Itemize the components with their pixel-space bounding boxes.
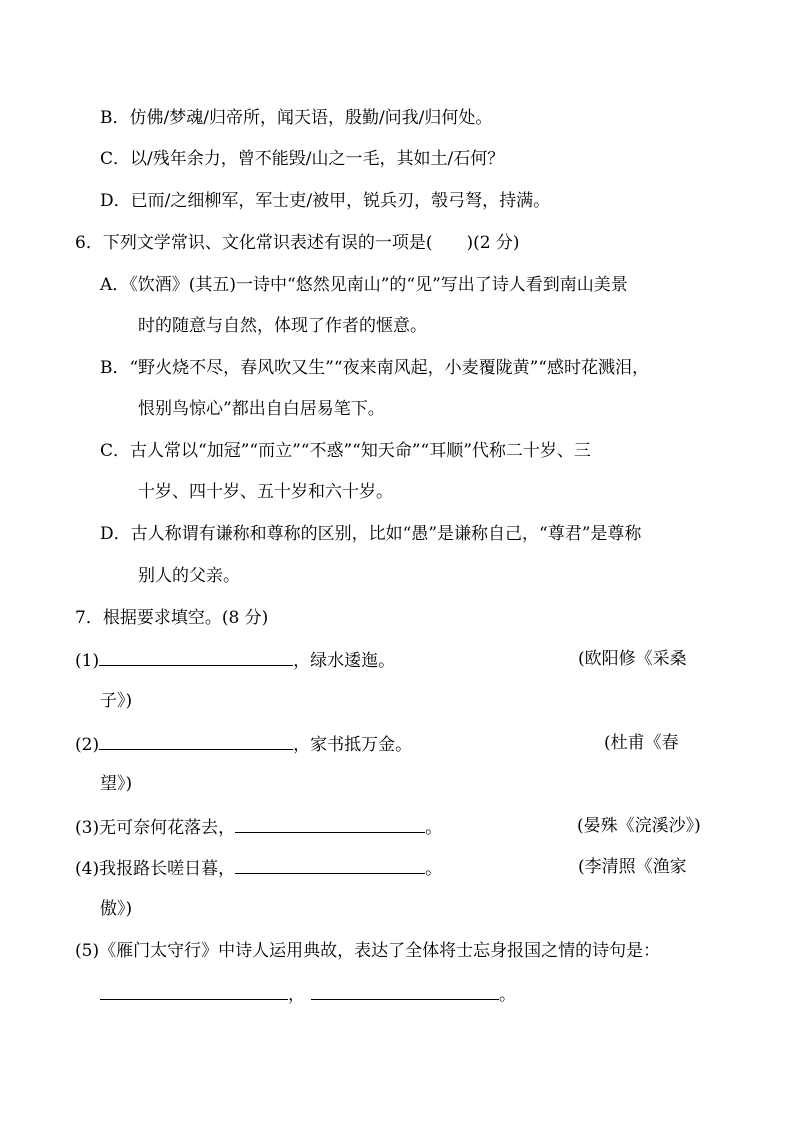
item-number: (1) (75, 651, 100, 671)
option-b: B．仿佛/梦魂/归帝所，闻天语，殷勤/问我/归何处。 (100, 108, 493, 128)
fill-item-5-stem: (5)《雁门太守行》中诗人运用典故，表达了全体将士忘身报国之情的诗句是： (75, 941, 661, 961)
answer-blank[interactable] (311, 981, 499, 1000)
item-number: (2) (75, 735, 100, 755)
answer-blank[interactable] (99, 647, 293, 666)
option-b-line-2: 恨别鸟惊心”都出自白居易笔下。 (138, 399, 385, 419)
item-sep: ， (288, 985, 305, 1005)
question-7-stem: 7．根据要求填空。(8 分) (75, 608, 269, 628)
source-label: (欧阳修《采桑 (578, 649, 687, 669)
fill-item-3 (75, 814, 442, 840)
answer-blank[interactable] (235, 814, 425, 833)
fill-item-1 (75, 647, 395, 673)
fill-item-2 (75, 731, 412, 757)
option-d: D．已而/之细柳军，军士吏/被甲，锐兵刃，彀弓弩，持满。 (100, 191, 551, 211)
source-label-cont: 望》) (100, 774, 133, 794)
option-d-line-2: 别人的父亲。 (138, 566, 240, 586)
option-c-line-2: 十岁、四十岁、五十岁和六十岁。 (138, 482, 393, 502)
source-label-cont: 子》) (100, 691, 133, 711)
answer-blank[interactable] (99, 731, 293, 750)
option-c-line-1: C．古人常以“加冠”“而立”“不惑”“知天命”“耳顺”代称二十岁、三 (100, 441, 591, 461)
item-text: ，绿水逶迤。 (293, 651, 396, 671)
item-text: ，家书抵万金。 (293, 735, 413, 755)
source-label: (晏殊《浣溪沙》) (577, 816, 701, 836)
source-label-cont: 傲》) (100, 899, 133, 919)
question-6-stem: 6．下列文学常识、文化常识表述有误的一项是( )(2 分) (75, 233, 520, 253)
answer-blank[interactable] (100, 981, 288, 1000)
answer-blank[interactable] (235, 855, 425, 874)
option-b-line-1: B．“野火烧不尽，春风吹又生”“夜来南风起，小麦覆陇黄”“感时花溅泪， (100, 358, 649, 378)
item-text: (4)我报路长嗟日暮， (75, 859, 236, 879)
item-text: (3)无可奈何花落去， (75, 818, 236, 838)
fill-item-4 (75, 855, 442, 881)
fill-item-5-answers (100, 981, 516, 1007)
source-label: (杜甫《春 (604, 733, 679, 753)
item-end: 。 (499, 985, 516, 1005)
item-end: 。 (425, 818, 443, 838)
item-end: 。 (425, 859, 443, 879)
option-c: C．以/残年余力，曾不能毁/山之一毛，其如土/石何？ (100, 149, 505, 169)
source-label: (李清照《渔家 (578, 857, 687, 877)
option-d-line-1: D．古人称谓有谦称和尊称的区别，比如“愚”是谦称自己，“尊君”是尊称 (100, 524, 642, 544)
option-a-line-2: 时的随意与自然，体现了作者的惬意。 (138, 316, 427, 336)
option-a-line-1: A．《饮酒》(其五)一诗中“悠然见南山”的“见”写出了诗人看到南山美景 (100, 275, 628, 295)
